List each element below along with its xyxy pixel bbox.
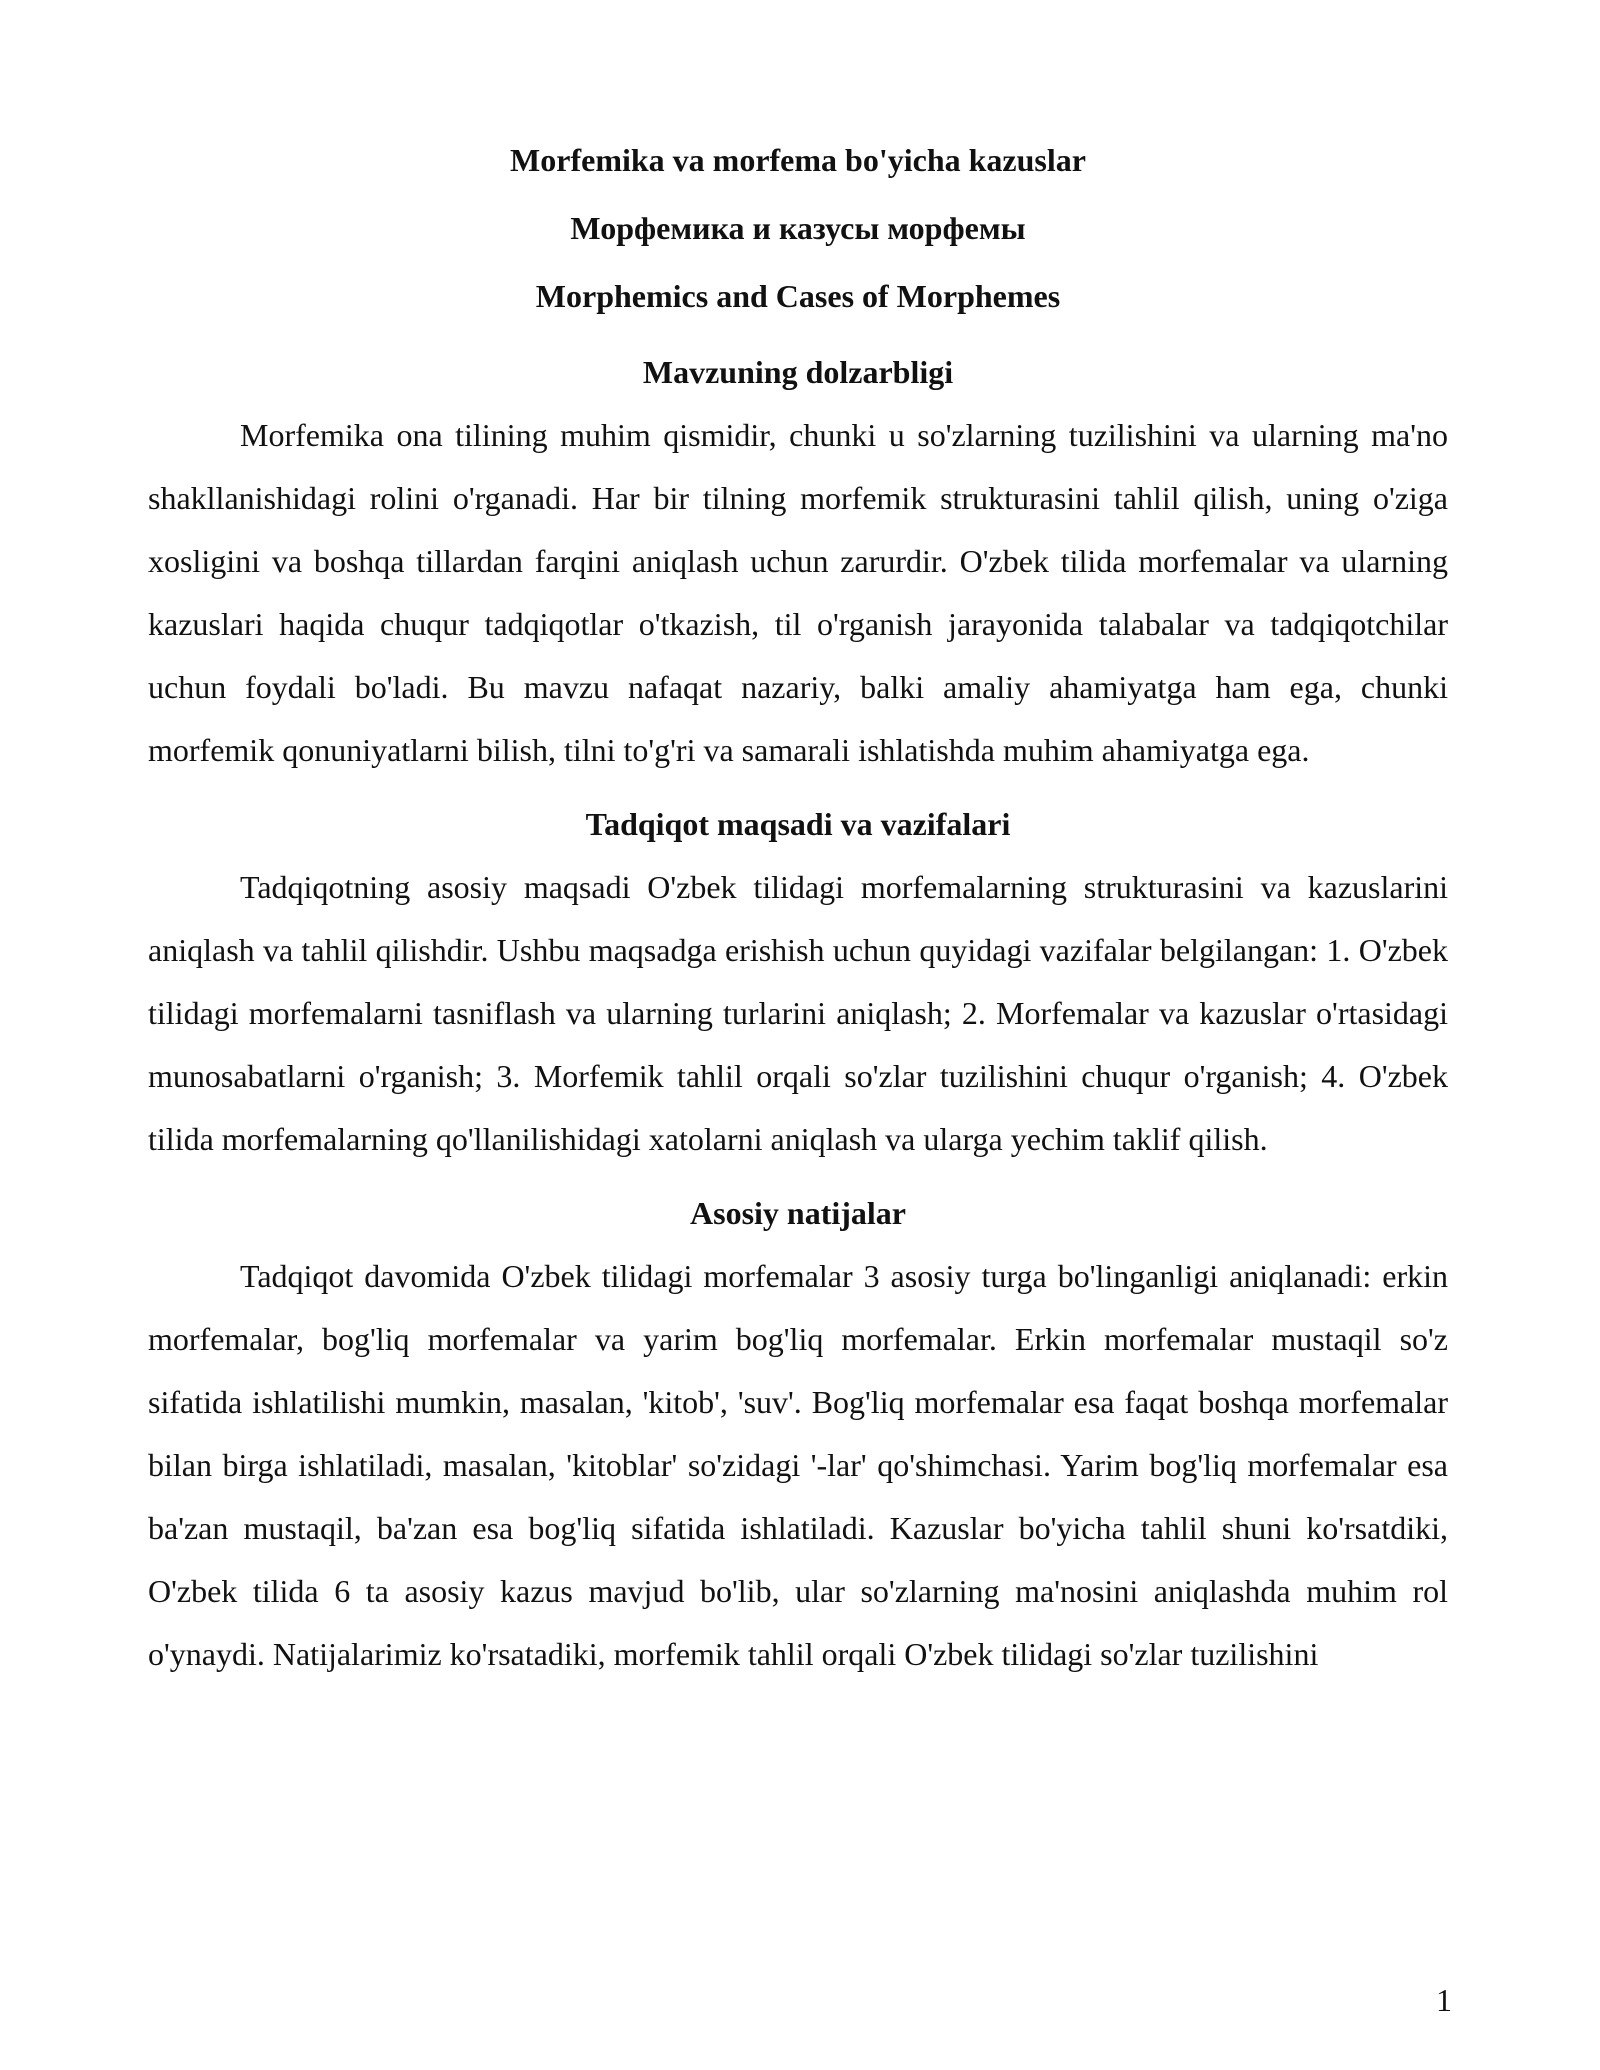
- section-paragraph-goals: Tadqiqotning asosiy maqsadi O'zbek tilidagi morfemalarning strukturasini va kazuslarini aniqlash va tahlil qilishdir. Ushbu maqsadga erishish uchun quyidagi vazifalar belgilangan: 1. O'zbek tilidagi morfemalarni tasniflash va ularning turlarini aniqlash; 2. Morfemalar va kazuslar o'rtasidagi munosabatlarni o'rganish; 3. Morfemik tahlil orqali so'zlar tuzilishini chuqur o'rganish; 4. O'zbek tilida morfemalarning qo'llanilishidagi xatolarni aniqlash va ularga yechim taklif qilish.: [148, 869, 1448, 1157]
- section-paragraph-results: Tadqiqot davomida O'zbek tilidagi morfemalar 3 asosiy turga bo'linganligi aniqlanadi: erkin morfemalar, bog'liq morfemalar va yarim bog'liq morfemalar. Erkin morfemalar mustaqil so'z sifatida ishlatilishi mumkin, masalan, 'kitob', 'suv'. Bog'liq morfemalar esa faqat boshqa morfemalar bilan birga ishlatiladi, masalan, 'kitoblar' so'zidagi '-lar' qo'shimchasi. Yarim bog'liq morfemalar esa ba'zan mustaqil, ba'zan esa bog'liq sifatida ishlatiladi. Kazuslar bo'yicha tahlil shuni ko'rsatdiki, O'zbek tilida 6 ta asosiy kazus mavjud bo'lib, ular so'zlarning ma'nosini aniqlashda muhim rol o'ynaydi. Natijalarimiz ko'rsatadiki, morfemik tahlil orqali O'zbek tilidagi so'zlar tuzilishini: [148, 1258, 1448, 1672]
- section-heading-relevance: Mavzuning dolzarbligi: [642, 354, 954, 390]
- document-title-russian: Морфемика и казусы морфемы: [570, 210, 1026, 246]
- section-heading-goals: Tadqiqot maqsadi va vazifalari: [585, 806, 1011, 842]
- document-title-uzbek: Morfemika va morfema bo'yicha kazuslar: [510, 142, 1086, 178]
- document-title-english: Morphemics and Cases of Morphemes: [535, 278, 1061, 314]
- document-page: [148, 140, 1448, 1708]
- section-paragraph-relevance: Morfemika ona tilining muhim qismidir, chunki u so'zlarning tuzilishini va ularning ma'no shakllanishidagi rolini o'rganadi. Har bir tilning morfemik strukturasini tahlil qilish, uning o'ziga xosligini va boshqa tillardan farqini aniqlash uchun zarurdir. O'zbek tilida morfemalar va ularning kazuslari haqida chuqur tadqiqotlar o'tkazish, til o'rganish jarayonida talabalar va tadqiqotchilar uchun foydali bo'ladi. Bu mavzu nafaqat nazariy, balki amaliy ahamiyatga ham ega, chunki morfemik qonuniyatlarni bilish, tilni to'g'ri va samarali ishlatishda muhim ahamiyatga ega.: [148, 417, 1448, 768]
- page-number: 1: [1436, 1982, 1452, 2018]
- section-heading-results: Asosiy natijalar: [690, 1195, 906, 1231]
